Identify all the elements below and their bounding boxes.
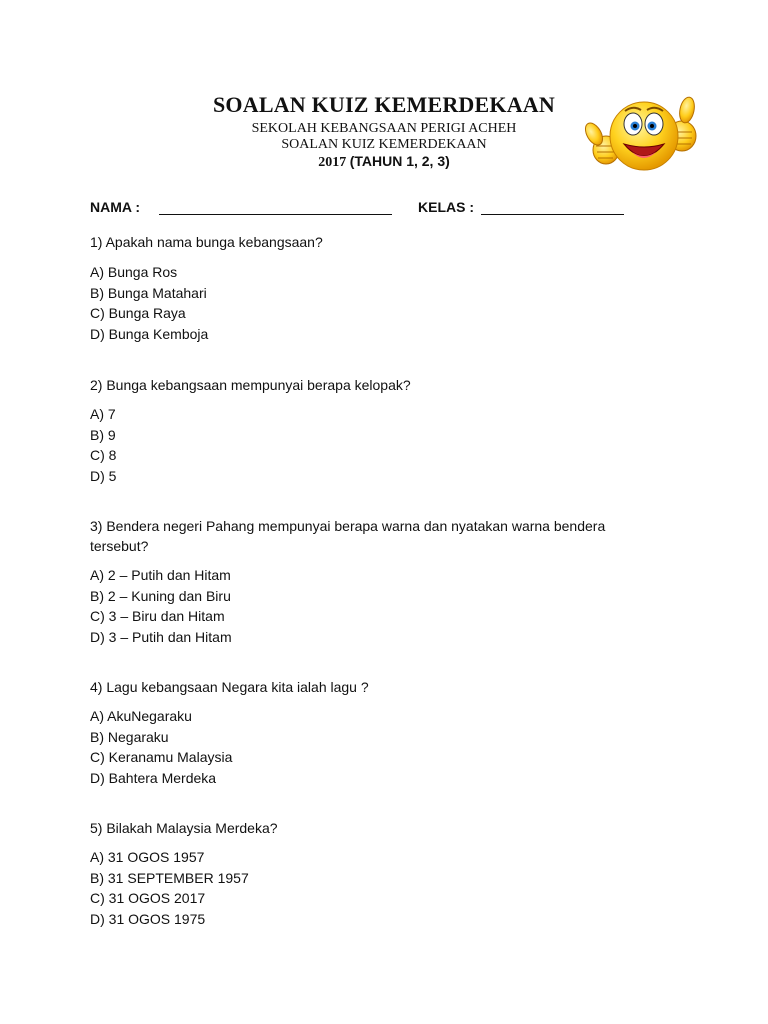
option: B) Negaraku: [90, 728, 169, 745]
thumbs-up-smiley-icon: [572, 92, 718, 174]
option: C) Bunga Raya: [90, 305, 186, 321]
school-name: SEKOLAH KEBANGSAAN PERIGI ACHEH: [251, 121, 517, 136]
name-label: NAMA :: [90, 199, 141, 215]
question-2: 2) Bunga kebangsaan mempunyai berapa kelopak?: [90, 377, 411, 393]
question-1-options: [90, 262, 208, 344]
question-3-options: [90, 565, 232, 647]
option: D) Bunga Kemboja: [90, 325, 209, 342]
option: B) 9: [90, 426, 116, 443]
option: A) 2 – Putih dan Hitam: [90, 567, 231, 583]
question-3: 3) Bendera negeri Pahang mempunyai berapa warna dan nyatakan warna bendera tersebut?: [90, 518, 606, 554]
grade-text: (TAHUN 1, 2, 3): [349, 153, 450, 169]
option: D) 3 – Putih dan Hitam: [90, 628, 232, 645]
option: A) 31 OGOS 1957: [90, 849, 205, 865]
option: B) Bunga Matahari: [90, 284, 207, 301]
option: D) 5: [90, 467, 117, 484]
option: C) 3 – Biru dan Hitam: [90, 608, 225, 624]
quiz-subtitle: SOALAN KUIZ KEMERDEKAAN: [281, 137, 487, 152]
question-1: 1) Apakah nama bunga kebangsaan?: [90, 234, 323, 250]
option: D) Bahtera Merdeka: [90, 769, 217, 786]
option: B) 31 SEPTEMBER 1957: [90, 869, 249, 886]
year-text: 2017: [318, 155, 347, 170]
question-4-options: [90, 706, 232, 788]
class-label: KELAS :: [418, 199, 474, 215]
option: C) Keranamu Malaysia: [90, 749, 233, 765]
option: C) 31 OGOS 2017: [90, 890, 206, 906]
option: A) AkuNegaraku: [90, 708, 192, 724]
option: C) 8: [90, 447, 117, 463]
question-5-options: [90, 847, 249, 929]
student-info-fields: [90, 199, 690, 219]
page-title: SOALAN KUIZ KEMERDEKAAN: [213, 92, 555, 117]
option: D) 31 OGOS 1975: [90, 910, 206, 927]
question-5: 5) Bilakah Malaysia Merdeka?: [90, 820, 278, 836]
question-4: 4) Lagu kebangsaan Negara kita ialah lagu ?: [90, 679, 369, 695]
option: B) 2 – Kuning dan Biru: [90, 587, 231, 604]
option: A) Bunga Ros: [90, 264, 178, 280]
name-blank[interactable]: [159, 214, 392, 215]
class-blank[interactable]: [481, 214, 624, 215]
option: A) 7: [90, 406, 116, 422]
question-2-options: [90, 404, 116, 486]
